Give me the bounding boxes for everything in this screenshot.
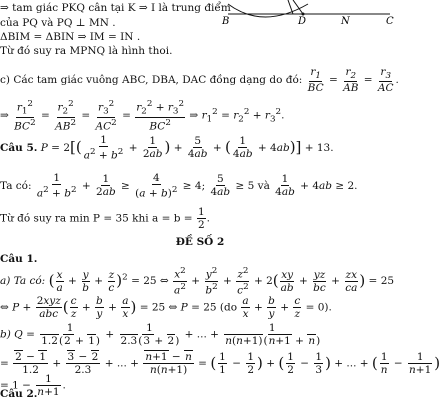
math-result: = 1 − $\frac{1}{n+1}$ .: [0, 373, 66, 399]
question-1-label: Câu 1.: [0, 253, 38, 265]
figure-label-d: D: [298, 16, 307, 27]
math-line-8: Ta có: $\frac{1}{a^2 + b^2}$ + $\frac{1}{2ab}$ ≥ $\frac{4}{(a + b)^2}$ ≥ 4; $\frac{5}{4ab}$ ≥ 5 và $\frac{1}{4ab}$ + 4ab ≥ 2.: [0, 172, 358, 200]
question-2-label: Câu 2.: [0, 388, 38, 400]
math-line-1b: b) Q = $\frac{1}{1.2(2 + 1)}$ + $\frac{1}{2.3(3 + 2)}$ + ... + $\frac{1}{n(n+1)(n+1 + n)}$: [0, 322, 321, 348]
text-line-3: ΔBIM = ΔBIN ⇒ IM = IN .: [0, 31, 141, 43]
figure-label-b: B: [222, 16, 230, 27]
section-title: ĐỀ SỐ 2: [175, 236, 225, 248]
math-line-1a-2: ⇔ P + $\frac{\text{2xyz}}{\text{abc}}$ ( $\frac{c}{z}$ + $\frac{b}{y}$ + $\frac{a}{x}$ ) = 25 ⇔ P = 25 (do $\frac{a}{x}$ + $\frac{b}{y}$ + $\frac{c}{z}$ = 0).: [0, 295, 332, 321]
math-line-7: Câu 5. P = 2[( $\frac{1}{a^2 + b^2}$ + $\frac{1}{2ab}$ ) + $\frac{5}{4ab}$ + ( $\frac{1}{4ab}$ + 4ab)] + 13.: [0, 134, 334, 162]
math-line-1a: a) Ta có: ( $\frac{x}{a}$ + $\frac{y}{b}$ + $\frac{z}{c}$ )$^2$ = 25 ⇔ $\frac{x^2}{a^2}$ + $\frac{y^2}{b^2}$ + $\frac{z^2}{c^2}$ + 2( $\frac{xy}{ab}$ + $\frac{yz}{bc}$ + $\frac{zx}{ca}$ ) = 25: [0, 266, 395, 297]
text-line-2: của PQ và PQ ⊥ MN .: [0, 17, 116, 29]
text-line-1: ⇒ tam giác PKQ cân tại K ⇒ I là trung điểm: [0, 2, 231, 14]
math-line-9: Từ đó suy ra min P = 35 khi a = b = $\frac{1}{2}$ .: [0, 206, 210, 232]
figure-label-n: N: [341, 16, 350, 27]
figure-label-c: C: [386, 16, 394, 27]
geometry-figure: [218, 0, 398, 26]
math-line-6: ⇒ $\frac{r_1^2}{BC^2}$ = $\frac{r_2^2}{AB^2}$ = $\frac{r_3^2}{AC^2}$ = $\frac{r_2^2 + r_3^2}{BC^2}$ ⇒ $r_1^2 = r_2^2 + r_3^2$.: [0, 99, 285, 133]
text-line-4: Từ đó suy ra MPNQ là hình thoi.: [0, 45, 173, 57]
math-line-1b-2: = $\frac{2 - 1}{1.2}$ + $\frac{3 - 2}{2.3}$ + ... + $\frac{n+1 - n}{n(n+1)}$ = ( $\frac{1}{1}$ − $\frac{1}{2}$ ) + ( $\frac{1}{2}$ − $\frac{1}{3}$ ) + ... + ( $\frac{1}{n}$ − $\frac{1}{n+1}$ ): [0, 351, 440, 377]
text-line-5: c) Các tam giác vuông ABC, DBA, DAC đồng dạng do đó: $\frac{r_1}{BC}$ = $\frac{r_2}{AB}$ = $\frac{r_3}{AC}$ .: [0, 66, 399, 95]
